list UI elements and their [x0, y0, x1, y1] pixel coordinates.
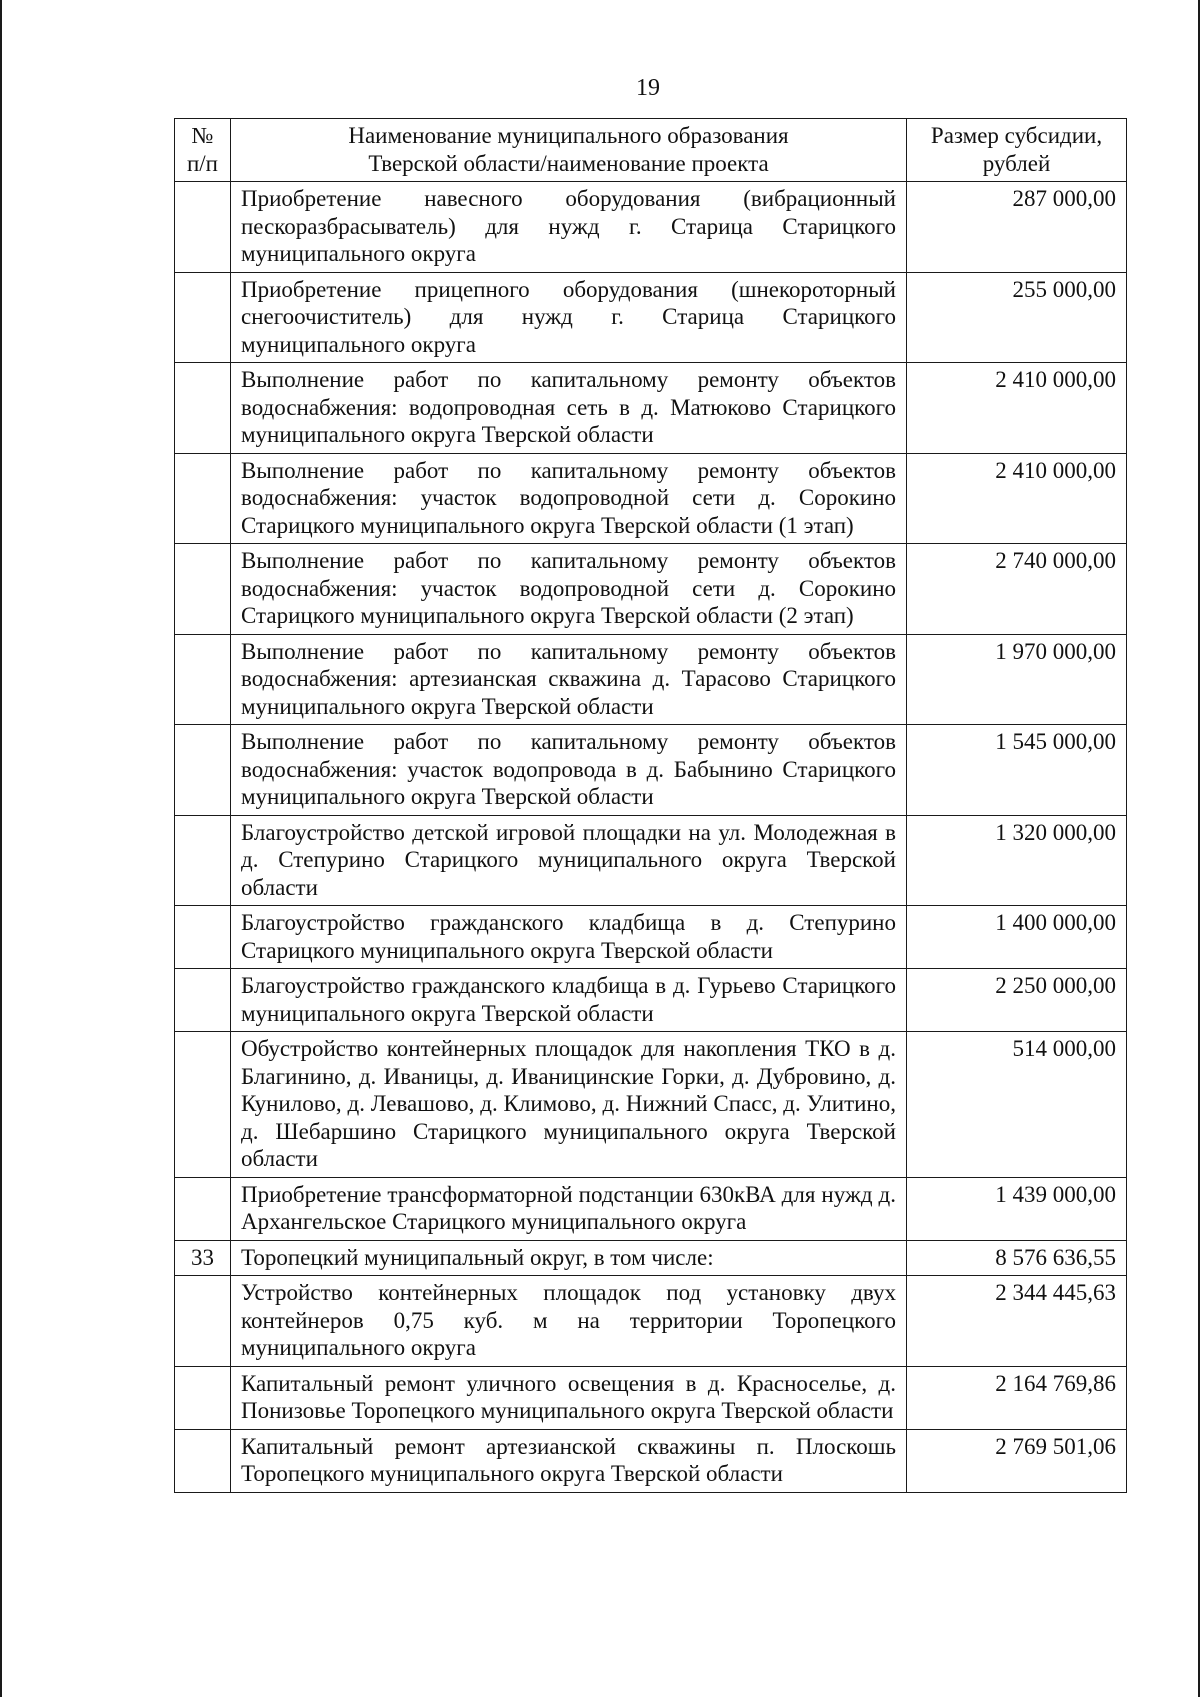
header-number-line2: п/п — [186, 150, 218, 176]
row-number: 33 — [175, 1240, 231, 1276]
row-number — [175, 453, 231, 544]
header-row — [175, 119, 1127, 182]
row-amount: 1 970 000,00 — [907, 634, 1127, 725]
row-name: Выполнение работ по капитальному ремонту объектов водоснабжения: водопроводная сеть в д. Матюково Старицкого муниципального округа Тверской области — [231, 363, 907, 454]
row-name: Выполнение работ по капитальному ремонту объектов водоснабжения: участок водопровода в д. Бабынино Старицкого муниципального округа Тверской области — [231, 725, 907, 816]
row-number — [175, 815, 231, 906]
table-row — [175, 453, 1127, 544]
table-row — [175, 1429, 1127, 1492]
row-amount: 2 410 000,00 — [907, 453, 1127, 544]
table-row — [175, 363, 1127, 454]
table-body — [175, 182, 1127, 1493]
row-name: Приобретение прицепного оборудования (шнекороторный снегоочиститель) для нужд г. Старица Старицкого муниципального округа — [231, 272, 907, 363]
row-number — [175, 725, 231, 816]
header-name-line2: Тверской области/наименование проекта — [368, 150, 769, 176]
table-row — [175, 272, 1127, 363]
row-name: Приобретение навесного оборудования (вибрационный пескоразбрасыватель) для нужд г. Старица Старицкого муниципального округа — [231, 182, 907, 273]
table-row — [175, 182, 1127, 273]
header-amount-line1: Размер субсидии, — [930, 123, 1103, 148]
header-number-line1: № — [191, 123, 214, 148]
table-row — [175, 634, 1127, 725]
row-name: Приобретение трансформаторной подстанции 630кВА для нужд д. Архангельское Старицкого муниципального округа — [231, 1177, 907, 1240]
row-name: Торопецкий муниципальный округ, в том числе: — [231, 1240, 907, 1276]
row-name: Выполнение работ по капитальному ремонту объектов водоснабжения: участок водопроводной сети д. Сорокино Старицкого муниципального округа Тверской области (2 этап) — [231, 544, 907, 635]
row-number — [175, 1276, 231, 1367]
row-number — [175, 544, 231, 635]
header-name-line1: Наименование муниципального образования — [348, 123, 789, 148]
row-amount: 2 250 000,00 — [907, 969, 1127, 1032]
row-name: Выполнение работ по капитальному ремонту объектов водоснабжения: участок водопроводной сети д. Сорокино Старицкого муниципального округа Тверской области (1 этап) — [231, 453, 907, 544]
header-amount — [907, 119, 1127, 182]
header-amount-line2: рублей — [982, 150, 1051, 176]
row-number — [175, 969, 231, 1032]
row-name: Устройство контейнерных площадок под установку двух контейнеров 0,75 куб. м на территории Торопецкого муниципального округа — [231, 1276, 907, 1367]
row-amount: 8 576 636,55 — [907, 1240, 1127, 1276]
row-number — [175, 1429, 231, 1492]
table-header — [175, 119, 1127, 182]
row-name: Капитальный ремонт артезианской скважины п. Плоскошь Торопецкого муниципального округа Тверской области — [231, 1429, 907, 1492]
row-amount: 2 410 000,00 — [907, 363, 1127, 454]
row-number — [175, 906, 231, 969]
row-amount: 2 740 000,00 — [907, 544, 1127, 635]
row-amount: 2 769 501,06 — [907, 1429, 1127, 1492]
row-number — [175, 1366, 231, 1429]
row-name: Благоустройство гражданского кладбища в д. Гурьево Старицкого муниципального округа Тверской области — [231, 969, 907, 1032]
subsidy-table — [174, 118, 1127, 1493]
page-number: 19 — [636, 75, 660, 101]
page-edge-left — [0, 0, 2, 1697]
row-amount: 2 164 769,86 — [907, 1366, 1127, 1429]
table-row — [175, 1177, 1127, 1240]
table-row — [175, 815, 1127, 906]
row-amount: 514 000,00 — [907, 1032, 1127, 1178]
table-row — [175, 544, 1127, 635]
row-name: Обустройство контейнерных площадок для накопления ТКО в д. Благинино, д. Иваницы, д. Иваницинские Горки, д. Дубровино, д. Кунилово, д. Левашово, д. Климово, д. Нижний Спасс, д. Улитино, д. Шебаршино Старицкого муниципального округа Тверской области — [231, 1032, 907, 1178]
table-row — [175, 1276, 1127, 1367]
row-amount: 2 344 445,63 — [907, 1276, 1127, 1367]
header-number — [175, 119, 231, 182]
table-row — [175, 1366, 1127, 1429]
row-name: Выполнение работ по капитальному ремонту объектов водоснабжения: артезианская скважина д. Тарасово Старицкого муниципального округа Тверской области — [231, 634, 907, 725]
table-row — [175, 1032, 1127, 1178]
row-number — [175, 272, 231, 363]
row-name: Капитальный ремонт уличного освещения в д. Красноселье, д. Понизовье Торопецкого муниципального округа Тверской области — [231, 1366, 907, 1429]
row-number — [175, 182, 231, 273]
header-name — [231, 119, 907, 182]
row-name: Благоустройство детской игровой площадки на ул. Молодежная в д. Степурино Старицкого муниципального округа Тверской области — [231, 815, 907, 906]
row-amount: 287 000,00 — [907, 182, 1127, 273]
table-row-district — [175, 1240, 1127, 1276]
table-row — [175, 725, 1127, 816]
row-amount: 1 400 000,00 — [907, 906, 1127, 969]
row-amount: 1 439 000,00 — [907, 1177, 1127, 1240]
row-number — [175, 1032, 231, 1178]
row-amount: 1 320 000,00 — [907, 815, 1127, 906]
table-row — [175, 969, 1127, 1032]
row-name: Благоустройство гражданского кладбища в д. Степурино Старицкого муниципального округа Тверской области — [231, 906, 907, 969]
row-amount: 255 000,00 — [907, 272, 1127, 363]
row-number — [175, 1177, 231, 1240]
row-number — [175, 363, 231, 454]
table-row — [175, 906, 1127, 969]
row-number — [175, 634, 231, 725]
row-amount: 1 545 000,00 — [907, 725, 1127, 816]
